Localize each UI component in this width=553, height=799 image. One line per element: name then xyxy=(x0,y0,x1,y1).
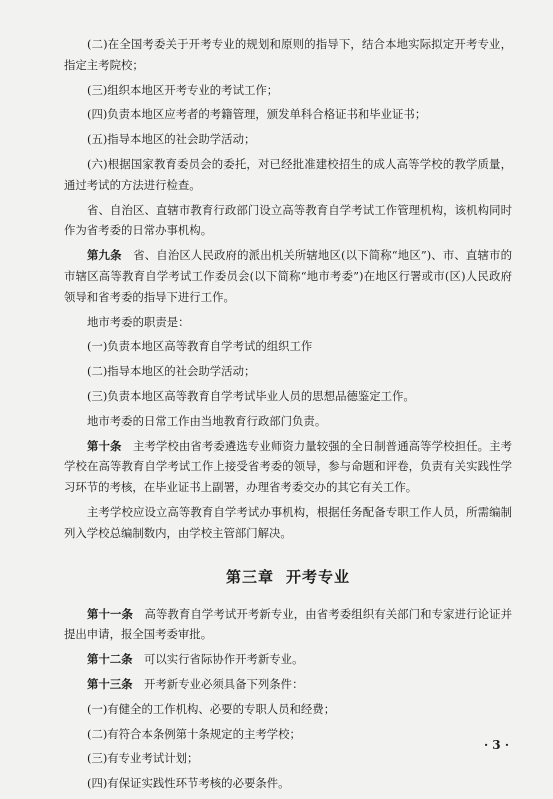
article-text: 主考学校由省考委遴选专业师资力量较强的全日制普通高等学校担任。主考学校在高等教育自学考试工作上接受省考委的领导，参与命题和评卷，负责有关实践性学习环节的考核，在毕业证书上副署，办理省考委交办的其它有关工作。 xyxy=(64,438,512,495)
paragraph: 省、自治区、直辖市教育行政部门设立高等教育自学考试工作管理机构，该机构同时作为省考委的日常办事机构。 xyxy=(64,202,512,238)
list-item: (一)负责本地区高等教育自学考试的组织工作 xyxy=(87,339,313,354)
list-item: (二)有符合本条例第十条规定的主考学校； xyxy=(87,726,301,741)
paragraph: 地市考委的日常工作由当地教育行政部门负责。 xyxy=(87,413,327,428)
article-label: 第十一条 xyxy=(87,606,133,621)
list-item: (三)有专业考试计划； xyxy=(87,751,199,766)
list-item: (二)指导本地区的社会助学活动； xyxy=(87,364,256,379)
article-10 xyxy=(64,436,512,498)
article-11 xyxy=(64,604,512,646)
page-number: · 3 · xyxy=(483,738,509,752)
paragraph: (三)组织本地区开考专业的考试工作； xyxy=(87,82,279,97)
list-item: (四)有保证实践性环节考核的必要条件。 xyxy=(87,776,290,791)
article-text: 高等教育自学考试开考新专业，由省考委组织有关部门和专家进行论证并提出申请，报全国考委审批。 xyxy=(64,606,512,642)
article-label: 第九条 xyxy=(87,248,122,263)
chapter-title: 开考专业 xyxy=(286,567,351,586)
chapter-number: 第三章 xyxy=(225,567,274,586)
list-item: (一)有健全的工作机构、必要的专职人员和经费； xyxy=(87,701,336,716)
paragraph: (五)指导本地区的社会助学活动； xyxy=(87,132,256,147)
paragraph: (四)负责本地区应考者的考籍管理，颁发单科合格证书和毕业证书； xyxy=(87,107,427,122)
paragraph: 主考学校应设立高等教育自学考试办事机构，根据任务配备专职工作人员，所需编制列入学校总编制数内，由学校主管部门解决。 xyxy=(64,504,512,540)
paragraph: 地市考委的职责是： xyxy=(87,314,190,329)
paragraph: (六)根据国家教育委员会的委托，对已经批准建校招生的成人高等学校的教学质量，通过考试的方法进行检查。 xyxy=(64,156,512,192)
article-12 xyxy=(64,649,512,670)
article-9 xyxy=(64,245,512,307)
body-text xyxy=(64,34,512,794)
article-13 xyxy=(64,674,512,695)
article-text: 可以实行省际协作开考新专业。 xyxy=(143,652,304,667)
article-label: 第十二条 xyxy=(87,652,133,667)
article-label: 第十条 xyxy=(87,438,122,453)
article-text: 开考新专业必须具备下列条件： xyxy=(143,676,304,691)
article-text: 省、自治区人民政府的派出机关所辖地区(以下简称“地区”)、市、直辖市的市辖区高等教育自学考试工作委员会(以下简称“地市考委”)在地区行署或市(区)人民政府领导和省考委的指导下进行工作。 xyxy=(64,248,512,304)
chapter-heading xyxy=(64,566,512,588)
paragraph: (二)在全国考委关于开考专业的规划和原则的指导下，结合本地实际拟定开考专业，指定主考院校； xyxy=(64,37,512,72)
list-item: (三)负责本地区高等教育自学考试毕业人员的思想品德鉴定工作。 xyxy=(87,388,415,403)
article-label: 第十三条 xyxy=(87,676,133,691)
